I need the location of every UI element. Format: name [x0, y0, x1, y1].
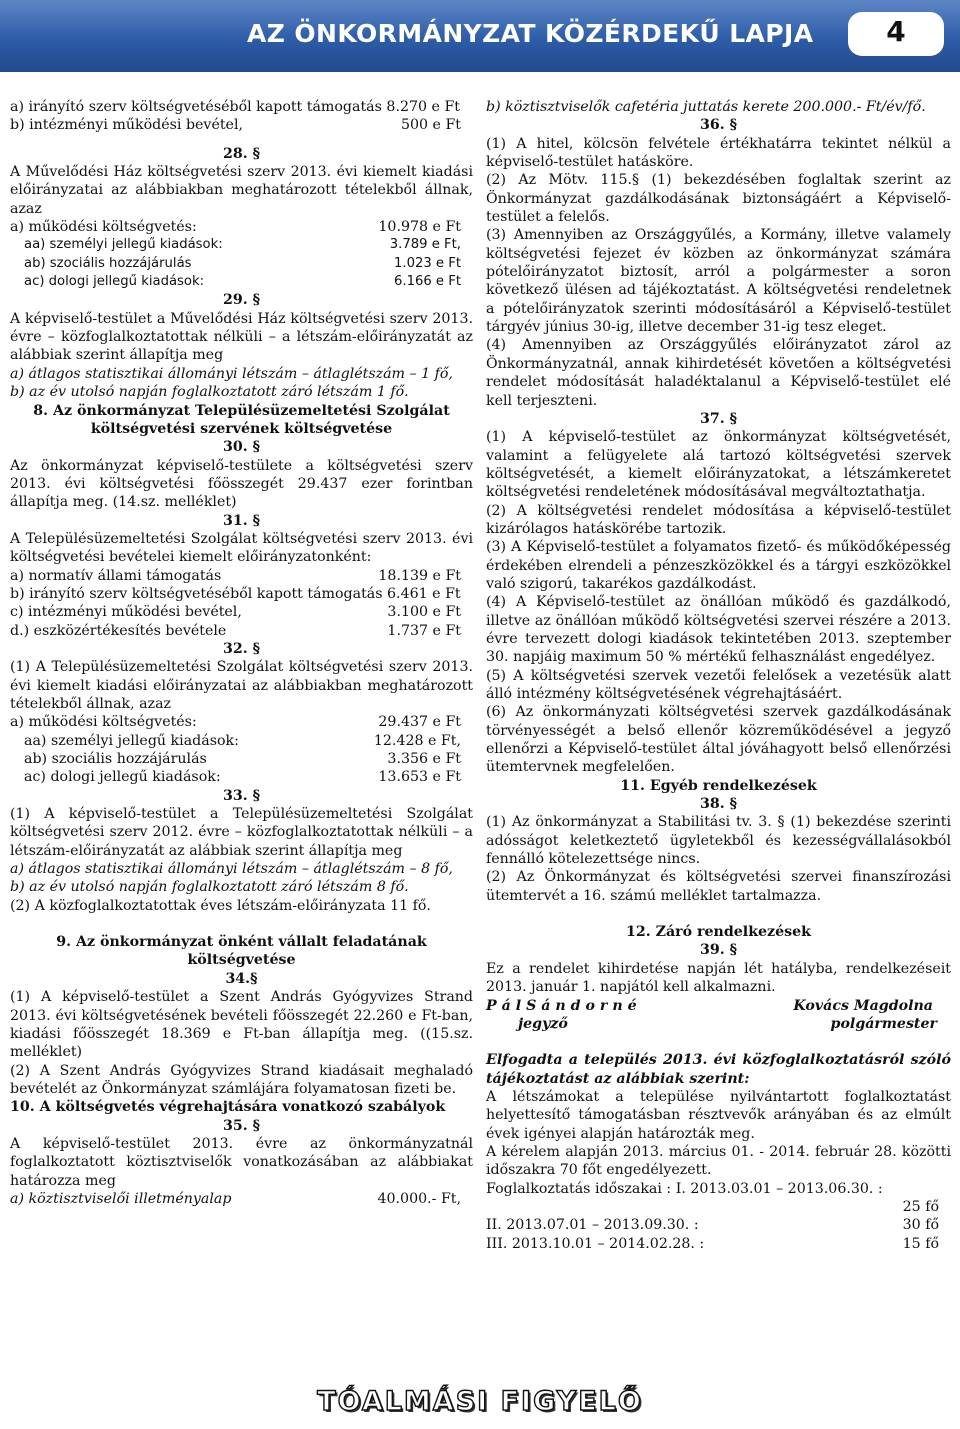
item-value: 3.100 e Ft [387, 604, 461, 621]
period-value: 15 fő [902, 1235, 939, 1252]
item-value: 10.978 e Ft [378, 219, 461, 236]
paragraph: Az önkormányzat képviselő-testülete a költségvetési szerv 2013. évi költségvetési főösszegét 29.437 ezer forintban állapítja meg. (14.sz. melléklet) [10, 457, 473, 511]
item-value: 3.356 e Ft [387, 751, 461, 768]
chapter-heading: 12. Záró rendelkezések [626, 924, 811, 941]
paragraph: (3) Amennyiben az Országgyűlés, a Kormány, illetve valamely költségvetési fejezet év közben az önkormányzat számára pótelőirányzatot biztosít, arról a polgármester a soron következő ülésen ad tájékoztatást. A költségvetési rendeletnek a pótelőirányzatok szerinti módosításáról a Képviselő-testület tárgyév június 30-ig, illetve december 31-ig tesz eleget. [486, 227, 951, 336]
item-label: ab) szociális hozzájárulás [24, 255, 192, 271]
paragraph: (1) A képviselő-testület a Településüzemeltetési Szolgálat költségvetési szerv 2012. évre – közfoglalkoztatottak nélküli – a létszám-előirányzatát az alábbiak szerint állapítja meg [10, 806, 473, 859]
period-line: III. 2013.10.01 – 2014.02.28. : [486, 1235, 705, 1252]
paragraph: A kérelem alapján 2013. március 01. - 2014. február 28. közötti időszakra 70 főt engedélyezett. [486, 1143, 951, 1179]
signature-names [486, 997, 951, 1015]
item-value: 6.166 e Ft [393, 274, 461, 290]
paragraph: (1) Az önkormányzat a Stabilitási tv. 3. § (1) bekezdése szerinti adósságot keletkeztető ügyletekből és kezességvállalásokból fennálló kötelezettsége nincs. [486, 814, 951, 868]
paragraph: b) köztisztviselők cafetéria juttatás kerete 200.000.- Ft/év/fő. [486, 99, 926, 115]
item-label: aa) személyi jellegű kiadások: [24, 732, 239, 749]
header-bar [0, 0, 960, 72]
paragraph: (4) A Képviselő-testület az önállóan működő és gazdálkodó, illetve az önállóan működő költségvetési szervei részére a 2013. évre tervezett dologi kiadások tekintetében 2013. szeptember 30. napjáig maximum 50 % mértékű felhasználást engedélyez. [486, 594, 951, 666]
section-number: 37. § [699, 410, 738, 427]
item-label: ac) dologi jellegű kiadások: [24, 769, 221, 786]
chapter-heading: 10. A költségvetés végrehajtására vonatkozó szabályok [10, 1099, 446, 1116]
mayor-name: Kovács Magdolna [793, 997, 933, 1014]
item-value: 29.437 e Ft [378, 714, 461, 731]
paragraph: a) irányító szerv költségvetéséből kapott támogatás 8.270 e Ft [10, 99, 460, 115]
item-label: ac) dologi jellegű kiadások: [24, 274, 205, 290]
paragraph: (6) Az önkormányzati költségvetési szervek gazdálkodásának törvényességét a belső ellenőr közreműködésével a jegyző ellenőrzi a Képviselő-testület által jóváhagyott belső ellenőrzési ütemtervnek megfelelően. [486, 704, 951, 776]
paragraph: b) irányító szerv költségvetéséből kapott támogatás 6.461 e Ft [10, 585, 461, 602]
paragraph: a) átlagos statisztikai állományi létszám – átlaglétszám – 1 fő, [10, 365, 453, 382]
chapter-heading: 11. Egyéb rendelkezések [620, 777, 817, 794]
item-value: 3.789 e Ft, [389, 237, 461, 253]
item-label: a) köztisztviselői illetményalap [10, 1190, 232, 1207]
period-line: II. 2013.07.01 – 2013.09.30. : [486, 1217, 699, 1234]
section-number: 39. § [699, 942, 738, 959]
paragraph: (2) Az Mötv. 115.§ (1) bekezdésében foglaltak szerint az Önkormányzat gazdálkodásának biztonságáért a Képviselő-testület a felelős. [486, 172, 951, 226]
item-label: ab) szociális hozzájárulás [24, 751, 207, 768]
paragraph: (3) A Képviselő-testület a folyamatos fizető- és működőképesség érdekében elrendeli a pénzeszközökkel és a tárgyi eszközökkel való szigorú, takarékos gazdálkodást. [486, 539, 951, 592]
section-number: 36. § [699, 117, 738, 134]
section-number: 29. § [222, 292, 261, 309]
notary-title: jegyző [518, 1015, 568, 1032]
notary-name: P á l S á n d o r n é [486, 997, 637, 1014]
item-label: a) működési költségvetés: [10, 714, 197, 731]
paragraph: b) az év utolsó napján foglalkoztatott záró létszám 1 fő. [10, 384, 409, 401]
paragraph: (2) A Szent András Gyógyvizes Strand kiadásait meghaladó bevételét az Önkormányzat számlájára folyamatosan fizeti be. [10, 1062, 473, 1097]
period-line: Foglalkoztatás időszakai : I. 2013.03.01 – 2013.06.30. : [486, 1180, 883, 1197]
paragraph: (2) Az Önkormányzat és költségvetési szervei finanszírozási ütemtervét a 16. számú melléklet tartalmazza. [486, 869, 951, 904]
signature-titles [486, 1015, 951, 1033]
section-number: 33. § [222, 787, 261, 804]
paragraph: A Művelődési Ház költségvetési szerv 2013. évi kiemelt kiadási előirányzatai az alábbiakban meghatározott tételekből állnak, azaz [10, 164, 473, 217]
footer-title: TÓALMÁSI FIGYELŐ [317, 1386, 643, 1417]
section-number: 38. § [699, 796, 738, 813]
paragraph: A Településüzemeltetési Szolgálat költségvetési szerv 2013. évi költségvetési bevételei kiemelt előirányzatonként: [10, 530, 473, 566]
item-value: 40.000.- Ft, [377, 1190, 461, 1207]
resolution-heading: Elfogadta a település 2013. évi közfoglalkoztatásról szóló tájékoztatást az alábbiak szerint: [486, 1052, 951, 1087]
paragraph: a) átlagos statisztikai állományi létszám – átlaglétszám – 8 fő, [10, 861, 453, 878]
item-value: 12.428 e Ft, [373, 732, 461, 749]
paragraph: A képviselő-testület 2013. évre az önkormányzatnál foglalkoztatott köztisztviselők vonatkozásában az alábbiakat határozza meg [10, 1135, 473, 1189]
paragraph: b) az év utolsó napján foglalkoztatott záró létszám 8 fő. [10, 879, 409, 896]
section-number: 30. § [222, 439, 261, 456]
section-number: 32. § [222, 640, 261, 657]
period-value: 25 fő [902, 1198, 939, 1215]
paragraph: (2) A közfoglalkoztatottak éves létszám-előirányzata 11 fő. [10, 897, 431, 914]
mayor-title: polgármester [830, 1015, 937, 1032]
paragraph: Ez a rendelet kihirdetése napján lét hatályba, rendelkezéseit 2013. január 1. napjától kell alkalmazni. [486, 960, 951, 996]
paragraph: (2) A költségvetési rendelet módosítása a képviselő-testület kizárólagos hatáskörébe tartozik. [486, 502, 951, 537]
item-label: aa) személyi jellegű kiadások: [24, 237, 223, 253]
section-number: 35. § [222, 1117, 261, 1134]
paragraph: A létszámokat a települése nyilvántartott foglalkoztatást helyettesítő támogatásban résztvevők arányában és az elmúlt évek igényei alapján határozták meg. [486, 1088, 951, 1142]
section-number: 28. § [222, 145, 261, 162]
period-value: 30 fő [902, 1217, 939, 1234]
paragraph: A képviselő-testület a Művelődési Ház költségvetési szerv 2013. évre – közfoglalkoztatottak nélküli – a létszám-előirányzatát az alábbiak szerint állapítja meg [10, 310, 473, 364]
left-column [10, 98, 473, 1208]
chapter-heading: 9. Az önkormányzat önként vállalt feladatának költségvetése [56, 934, 427, 969]
item-label: b) intézményi működési bevétel, [10, 117, 243, 134]
page-number-badge [848, 12, 944, 56]
item-label: c) intézményi működési bevétel, [10, 604, 242, 621]
paragraph: (1) A hitel, kölcsön felvétele értékhatárra tekintet nélkül a képviselő-testület hatásköre. [486, 135, 951, 171]
paragraph: (4) Amennyiben az Országgyűlés előirányzatot zárol az Önkormányzatnál, annak kihirdetését követően a költségvetési rendelet módosítását haladéktalanul a Képviselő-testület elé kell terjeszteni. [486, 337, 951, 409]
item-value: 1.737 e Ft [387, 622, 461, 639]
item-label: d.) eszközértékesítés bevétele [10, 622, 227, 639]
paragraph: (5) A költségvetési szervek vezetői felelősek a vezetésük alatt álló intézmény költségvetésének végrehajtásáért. [486, 667, 951, 702]
paragraph: (1) A Településüzemeltetési Szolgálat költségvetési szerv 2013. évi kiemelt kiadási előirányzatai az alábbiakban meghatározott tételekből állnak, azaz [10, 659, 473, 712]
item-value: 500 e Ft [400, 117, 461, 134]
item-value: 13.653 e Ft [378, 769, 461, 786]
paragraph: (1) A képviselő-testület a Szent András Gyógyvizes Strand 2013. évi költségvetésének bevételi főösszegét 22.260 e Ft-ban, kiadási főösszegét 18.369 e Ft-ban állapítja meg. ((15.sz. melléklet) [10, 989, 473, 1061]
paragraph: (1) A képviselő-testület az önkormányzat költségvetését, valamint a felügyelete alá tartozó költségvetési szervek költségvetését, a kiemelt előirányzatokat, a létszámkeretet költségvetési rendeletének módosításával megváltoztathatja. [486, 429, 951, 501]
item-label: a) működési költségvetés: [10, 219, 197, 236]
item-label: a) normatív állami támogatás [10, 567, 222, 584]
section-number: 34.§ [225, 970, 258, 987]
item-value: 1.023 e Ft [393, 255, 461, 271]
section-number: 31. § [222, 512, 261, 529]
item-value: 18.139 e Ft [378, 567, 461, 584]
chapter-heading: 8. Az önkormányzat Településüzemeltetési Szolgálat költségvetési szervének költségvetése [33, 402, 450, 437]
newspaper-title: AZ ÖNKORMÁNYZAT KÖZÉRDEKŰ LAPJA [247, 19, 814, 48]
right-column [486, 98, 951, 1253]
page-number: 4 [886, 15, 906, 48]
